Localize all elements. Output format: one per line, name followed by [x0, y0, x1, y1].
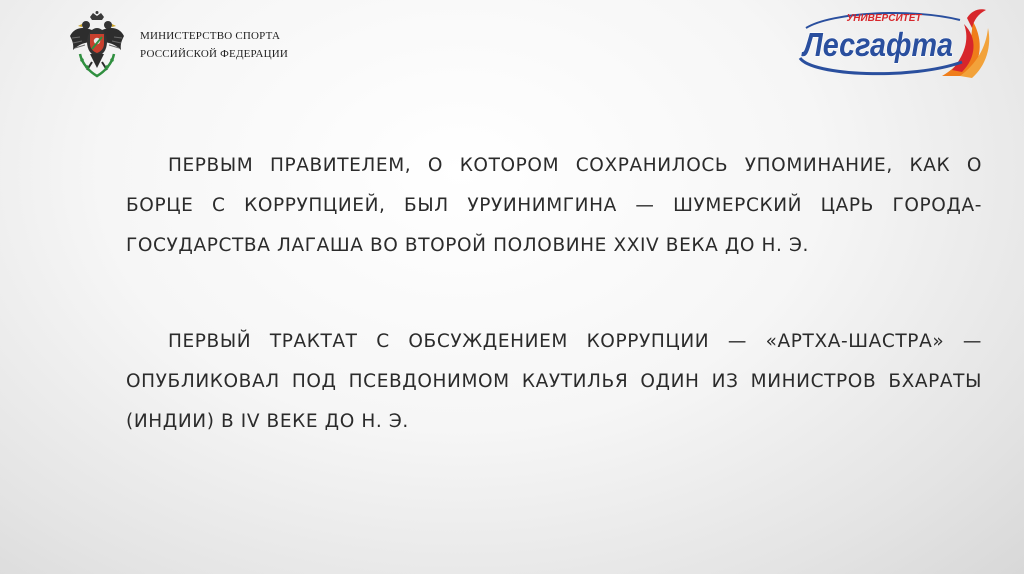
ministry-line-1: МИНИСТЕРСТВО СПОРТА — [140, 30, 281, 42]
paragraph-1: ПЕРВЫМ ПРАВИТЕЛЕМ, О КОТОРОМ СОХРАНИЛОСЬ УПОМИНАНИЕ, КАК О БОРЦЕ С КОРРУПЦИЕЙ, БЫЛ УРУИНИМГИНА — ШУМЕРСКИЙ ЦАРЬ ГОРОДА-ГОСУДАРСТВА ЛАГАША ВО ВТОРОЙ ПОЛОВИНЕ XXIV ВЕКА ДО Н. Э. — [126, 155, 982, 256]
logo-top-text: УНИВЕРСИТЕТ — [846, 13, 922, 24]
ministry-title — [140, 27, 288, 63]
paragraph-2: ПЕРВЫЙ ТРАКТАТ С ОБСУЖДЕНИЕМ КОРРУПЦИИ — «АРТХА-ШАСТРА» — ОПУБЛИКОВАЛ ПОД ПСЕВДОНИМОМ КАУТИЛЬЯ ОДИН ИЗ МИНИСТРОВ БХАРАТЫ (ИНДИИ) В IV ВЕКЕ ДО Н. Э. — [126, 331, 982, 432]
university-logo — [792, 6, 992, 78]
logo-main-text: Лесгафта — [801, 26, 953, 63]
ministry-line-2: РОССИЙСКОЙ ФЕДЕРАЦИИ — [140, 48, 289, 60]
double-headed-eagle-icon — [68, 10, 126, 80]
